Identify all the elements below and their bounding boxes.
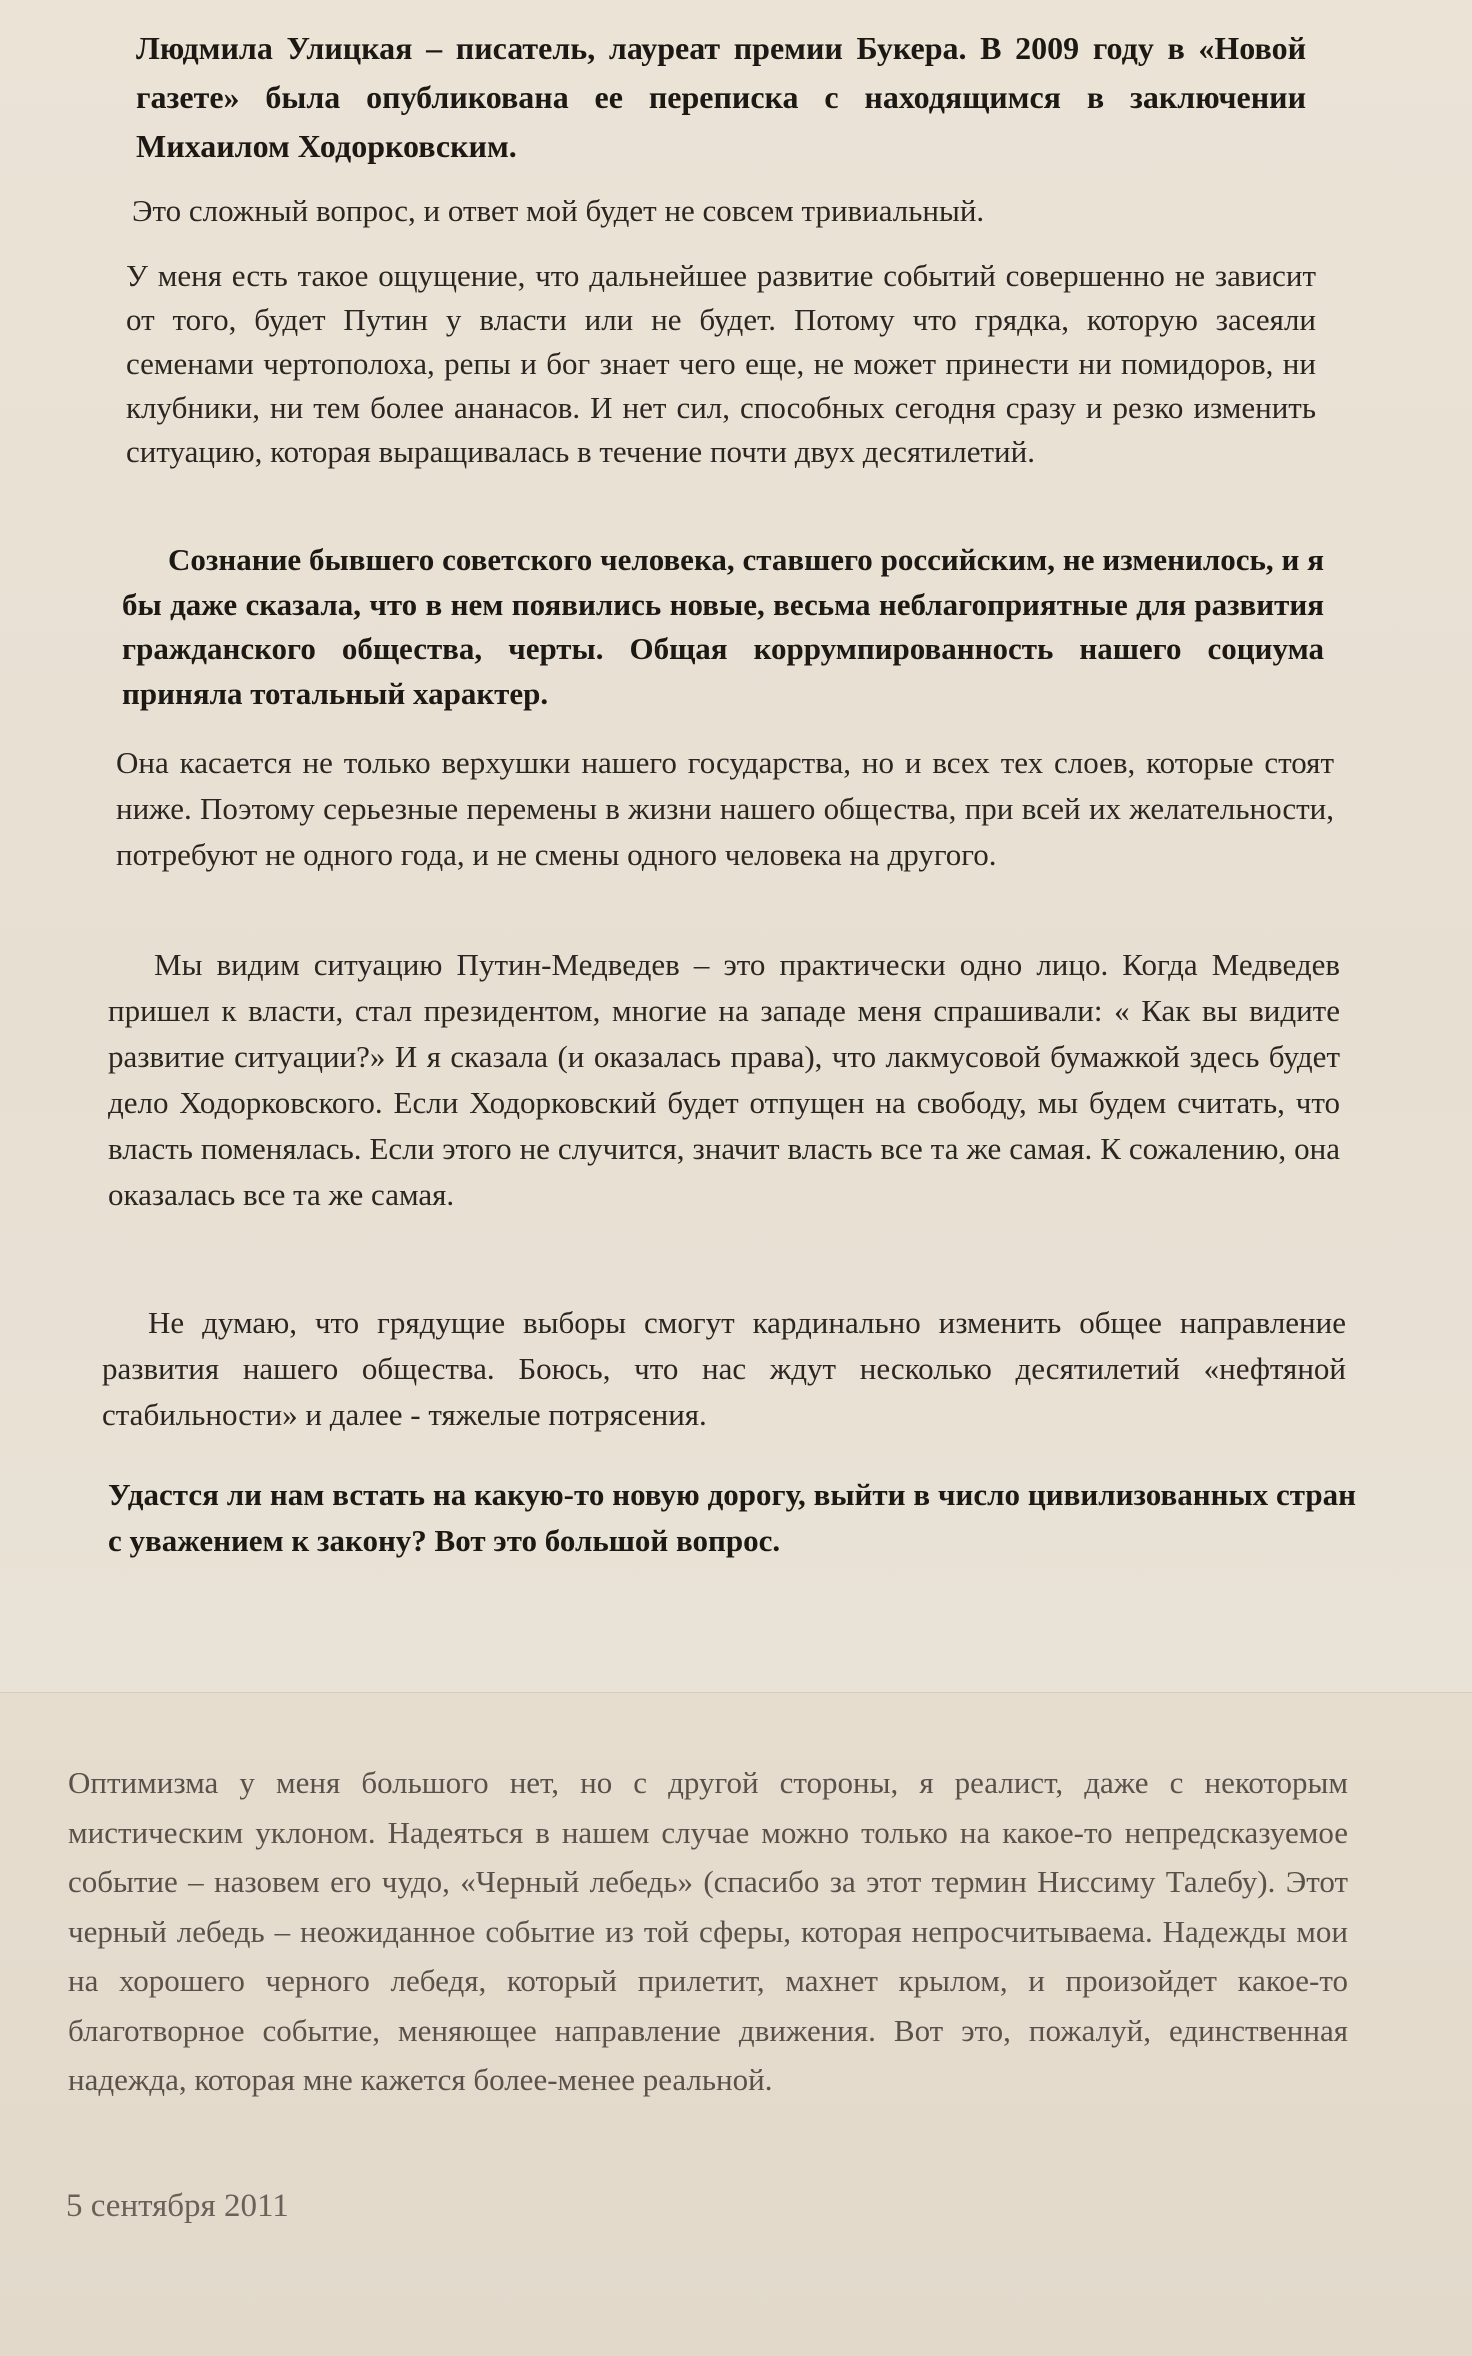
- paragraph-8-lower: Оптимизма у меня большого нет, но с другой стороны, я реалист, даже с некоторым мистическим уклоном. Надеяться в нашем случае можно только на какое-то непредсказуемое событие – назовем его чудо, «Черный лебедь» (спасибо за этот термин Ниссиму Талебу). Этот черный лебедь – неожиданное событие из той сферы, которая непросчитываема. Надежды мои на хорошего черного лебедя, который прилетит, махнет крылом, и произойдет какое-то благотворное событие, меняющее направление движения. Вот это, пожалуй, единственная надежда, которая мне кажется более-менее реальной.: [68, 1765, 1348, 2097]
- paragraph-1: Это сложный вопрос, и ответ мой будет не совсем тривиальный.: [132, 193, 985, 228]
- document-date: 5 сентября 2011: [66, 2188, 289, 2224]
- paragraph-5: Мы видим ситуацию Путин-Медведев – это практически одно лицо. Когда Медведев пришел к власти, стал президентом, многие на западе меня спрашивали: « Как вы видите развитие ситуации?» И я сказала (и оказалась права), что лакмусовой бумажкой здесь будет дело Ходорковского. Если Ходорковский будет отпущен на свободу, мы будем считать, что власть поменялась. Если этого не случится, значит власть все та же самая. К сожалению, она оказалась все та же самая.: [108, 947, 1340, 1212]
- paragraph-4: Она касается не только верхушки нашего государства, но и всех тех слоев, которые стоят ниже. Поэтому серьезные перемены в жизни нашего общества, при всей их желательности, потребуют не одного года, и не смены одного человека на другого.: [116, 745, 1334, 872]
- author-intro: Людмила Улицкая – писатель, лауреат премии Букера. В 2009 году в «Новой газете» была опубликована ее переписка с находящимся в заключении Михаилом Ходорковским.: [136, 30, 1306, 164]
- paragraph-6: Не думаю, что грядущие выборы смогут кардинально изменить общее направление развития нашего общества. Боюсь, что нас ждут несколько десятилетий «нефтяной стабильности» и далее - тяжелые потрясения.: [102, 1305, 1346, 1432]
- paragraph-3-bold: Сознание бывшего советского человека, ставшего российским, не изменилось, и я бы даже сказала, что в нем появились новые, весьма неблагоприятные для развития гражданского общества, черты. Общая коррумпированность нашего социума приняла тотальный характер.: [122, 542, 1324, 711]
- paragraph-2: У меня есть такое ощущение, что дальнейшее развитие событий совершенно не зависит от того, будет Путин у власти или не будет. Потому что грядка, которую засеяли семенами чертополоха, репы и бог знает чего еще, не может принести ни помидоров, ни клубники, ни тем более ананасов. И нет сил, способных сегодня сразу и резко изменить ситуацию, которая выращивалась в течение почти двух десятилетий.: [126, 258, 1316, 469]
- paragraph-7-bold: Удастся ли нам встать на какую-то новую дорогу, выйти в число цивилизованных стран с уважением к закону? Вот это большой вопрос.: [108, 1477, 1356, 1558]
